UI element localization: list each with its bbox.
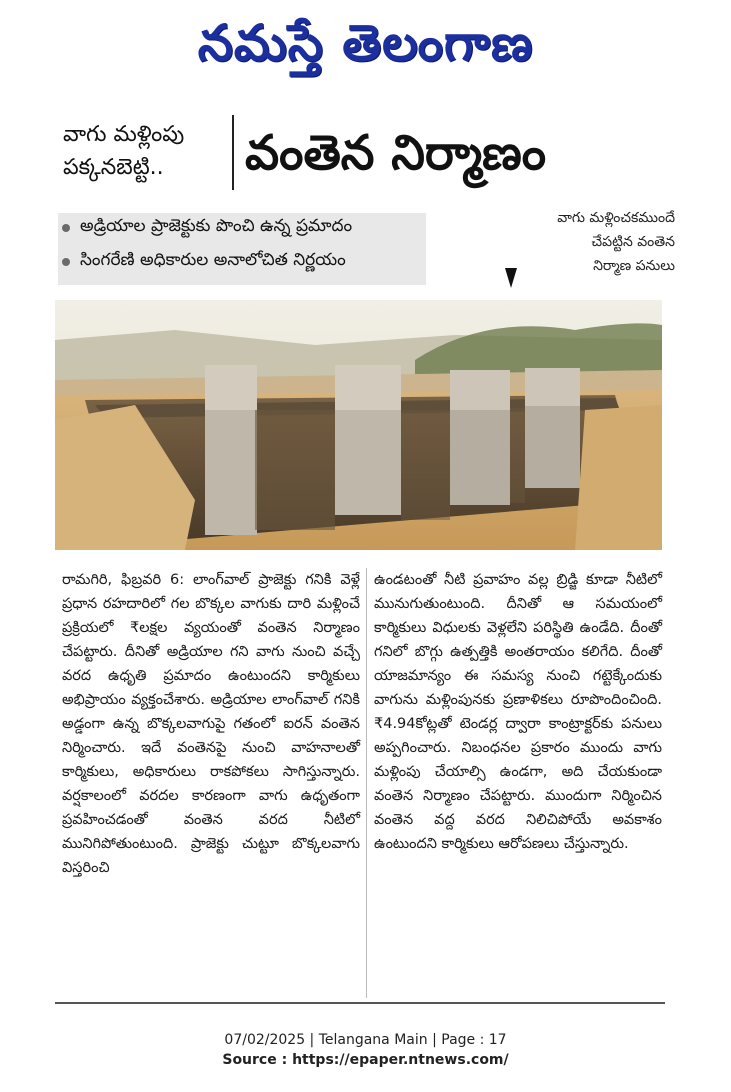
footer-rule — [55, 1002, 665, 1004]
caption-line: నిర్మాణ పనులు — [593, 258, 675, 274]
headline: వంతెన నిర్మాణం — [245, 125, 547, 181]
kicker — [63, 118, 184, 184]
bullet-text: సింగరేణి అధికారుల అనాలోచిత నిర్ణయం — [80, 250, 346, 270]
footer-date-line: 07/02/2025 | Telangana Main | Page : 17 — [224, 1032, 507, 1048]
article-column-1: రామగిరి, ఫిబ్రవరి 6: లాంగ్‌వాల్ ప్రాజెక్టు గనికి వెళ్లే ప్రధాన రహదారిలో గల బొక్కల వాగుకు దారి మళ్లించే ప్రక్రియలో ₹లక్షల వ్యయంతో వంతెన నిర్మాణం చేపట్టారు. దీనితో అడ్రియాల గని వాగు నుంచి వచ్చే వరద ఉధృతి ప్రమాదం ఉంటుందని కార్మికులు అభిప్రాయం వ్యక్తంచేశారు. అడ్రియాల లాంగ్‌వాల్ గనికి అడ్డంగా ఉన్న బొక్కలవాగుపై గతంలో ఐరన్ వంతెన నిర్మించారు. ఇదే వంతెనపై నుంచి వాహనాలతో కార్మికులు, అధికారులు రాకపోకలు సాగిస్తున్నారు. వర్షకాలంలో వరదల కారణంగా వాగు ఉధృతంగా ప్రవహించడంతో వంతెన వరద నీటిలో మునిగిపోతుంటుంది. ప్రాజెక్టు చుట్టూ బొక్కలవాగు విస్తరించి — [62, 572, 360, 876]
article-column-2: ఉండటంతో నీటి ప్రవాహం వల్ల బ్రిడ్జి కూడా నీటిలో మునుగుతుంటుంది. దీనితో ఆ సమయంలో కార్మికులు విధులకు వెళ్లలేని పరిస్థితి ఉండేది. దీంతో గనిలో బొగ్గు ఉత్పత్తికి అంతరాయం కలిగేది. దీంతో యాజమాన్యం ఈ సమస్య నుంచి గట్టెక్కేందుకు వాగును మళ్లింపునకు ప్రణాళికలు రూపొందించింది. ₹4.94కోట్లతో టెండర్ల ద్వారా కాంట్రాక్టర్‌కు పనులు అప్పగించారు. నిబంధనల ప్రకారం ముందు వాగు మళ్లింపు చేయాల్సి ఉండగా, అది చేయకుండా వంతెన నిర్మాణం చేపట్టారు. ముందుగా నిర్మించిన వంతెన వద్ద వరద నిలిచిపోయే అవకాశం ఉంటుందని కార్మికులు ఆరోపణలు చేస్తున్నారు. — [374, 572, 662, 852]
caption-arrow-icon — [505, 268, 517, 288]
bullet-dot-icon — [62, 258, 70, 266]
bullet-item — [62, 216, 352, 240]
bridge-construction-photo — [55, 300, 662, 550]
bullet-text: అడ్రియాల ప్రాజెక్టుకు పొంచి ఉన్న ప్రమాదం — [80, 216, 353, 236]
caption-line: వాగు మళ్లించకముందే — [557, 210, 675, 226]
bullet-dot-icon — [62, 224, 70, 232]
footer-source-line: Source : https://epaper.ntnews.com/ — [222, 1052, 509, 1068]
masthead-logo: నమస్తే తెలంగాణ — [197, 14, 534, 72]
kicker-line-2: పక్కనబెట్టి.. — [63, 155, 164, 180]
kicker-divider — [232, 115, 234, 190]
photo-caption — [505, 206, 675, 278]
bullet-item — [62, 250, 346, 274]
caption-line: చేపట్టిన వంతెన — [591, 234, 675, 250]
column-divider — [366, 568, 367, 998]
kicker-line-1: వాగు మళ్లింపు — [63, 122, 185, 147]
photo-illustration — [55, 300, 662, 550]
